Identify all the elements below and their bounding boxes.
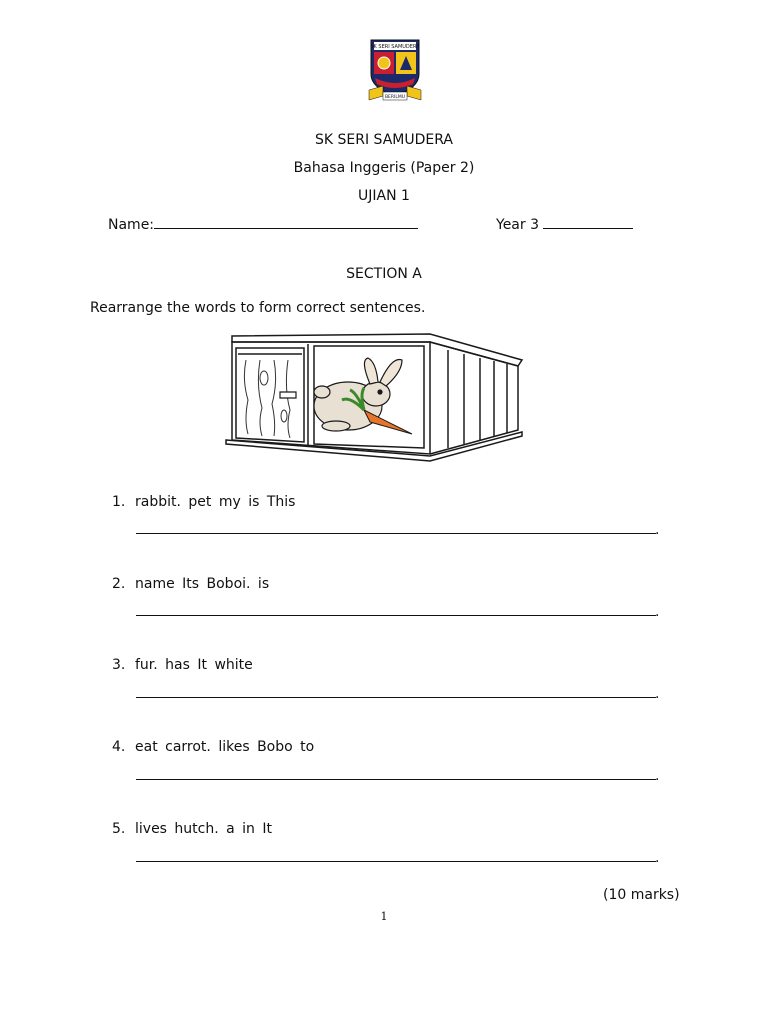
- answer-period: .: [655, 850, 660, 866]
- total-marks: (10 marks): [603, 887, 680, 903]
- school-name: SK SERI SAMUDERA: [315, 132, 453, 148]
- answer-line[interactable]: [136, 778, 656, 780]
- name-field[interactable]: [108, 217, 418, 233]
- crest-motto-text: BERILMU: [384, 95, 406, 100]
- section-title: SECTION A: [346, 266, 422, 282]
- question-words: fur. has It white: [135, 657, 253, 673]
- question-words: name Its Boboi. is: [135, 576, 270, 592]
- question-words: lives hutch. a in It: [135, 821, 272, 837]
- name-blank-line[interactable]: [154, 228, 418, 229]
- instruction-text: Rearrange the words to form correct sentences.: [90, 300, 426, 316]
- school-crest-logo: [365, 36, 425, 104]
- year-label: Year 3: [496, 217, 539, 233]
- question-words: eat carrot. likes Bobo to: [135, 739, 315, 755]
- question-number: 4.: [112, 739, 126, 755]
- year-blank-line[interactable]: [543, 228, 633, 229]
- answer-line[interactable]: [136, 860, 656, 862]
- answer-line[interactable]: [136, 614, 656, 616]
- answer-line[interactable]: [136, 532, 656, 534]
- question-words: rabbit. pet my is This: [135, 494, 296, 510]
- subject-title: Bahasa Inggeris (Paper 2): [293, 160, 475, 176]
- question-number: 2.: [112, 576, 126, 592]
- answer-period: .: [655, 522, 660, 538]
- page-number: 1: [380, 910, 388, 923]
- question-number: 3.: [112, 657, 126, 673]
- answer-line[interactable]: [136, 696, 656, 698]
- crest-name-text: SK SERI SAMUDERA: [370, 44, 420, 50]
- year-field[interactable]: [496, 217, 633, 233]
- answer-period: .: [655, 604, 660, 620]
- answer-period: .: [655, 686, 660, 702]
- rabbit-hutch-illustration: [224, 330, 526, 464]
- question-number: 1.: [112, 494, 126, 510]
- name-label: Name:: [108, 217, 155, 233]
- test-title: UJIAN 1: [358, 188, 410, 204]
- question-number: 5.: [112, 821, 126, 837]
- answer-period: .: [655, 768, 660, 784]
